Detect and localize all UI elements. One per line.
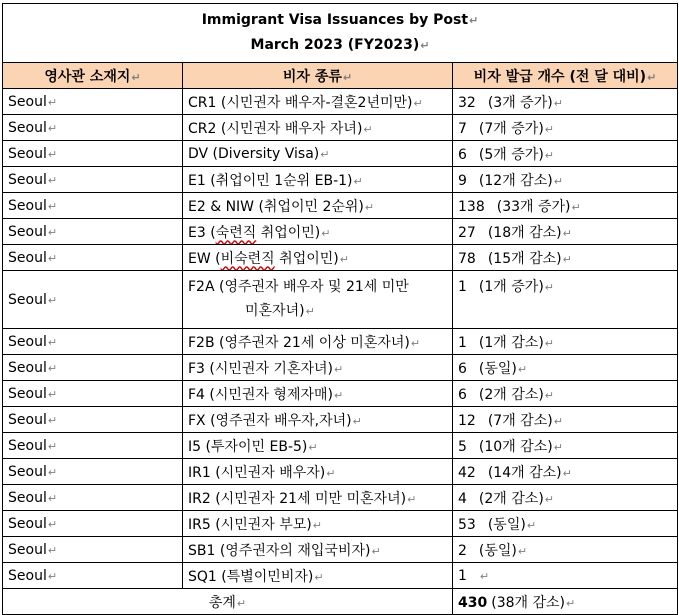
post-text: Seoul [8,145,47,162]
table-row [3,89,678,115]
change-value: (1개 증가) [478,279,544,295]
post-cell [3,141,183,167]
change-value: (동일) [478,542,517,559]
change-value: (15개 감소) [487,250,562,267]
count-value: 7 [458,120,467,137]
post-cell [3,115,183,141]
post-cell [3,381,183,407]
change-value: (33개 증가) [496,198,571,215]
count-value: 53 [458,516,476,533]
paragraph-mark: ↵ [47,95,58,109]
paragraph-mark: ↵ [553,174,563,188]
total-label-cell [3,589,453,615]
count-cell [453,329,678,355]
visa-type-text: E1 (취업이민 1순위 EB-1) [188,172,353,189]
post-cell [3,355,183,381]
paragraph-mark: ↵ [566,596,576,610]
header-row [3,63,678,89]
table-row [3,115,678,141]
paragraph-mark: ↵ [544,122,554,136]
count-cell [453,89,678,115]
table-row [3,459,678,485]
post-cell [3,167,183,193]
visa-type-cell [183,245,453,271]
post-cell [3,245,183,271]
table-row [3,167,678,193]
header-count: 비자 발급 개수 (전 달 대비)↵ [453,63,678,89]
table-row [3,219,678,245]
paragraph-mark: ↵ [479,569,490,583]
paragraph-mark: ↵ [420,39,430,52]
paragraph-mark: ↵ [47,173,58,187]
paragraph-mark: ↵ [321,226,331,240]
paragraph-mark: ↵ [333,362,344,376]
paragraph-mark: ↵ [553,440,563,454]
count-cell [453,115,678,141]
header-post: 영사관 소재지↵ [3,63,183,89]
count-cell [453,219,678,245]
count-value: 2 [458,542,467,559]
header-visa-type: 비자 종류↵ [183,63,453,89]
paragraph-mark: ↵ [562,466,572,480]
table-row [3,329,678,355]
paragraph-mark: ↵ [47,121,58,135]
count-value: 1 [458,279,467,295]
post-cell [3,329,183,355]
post-text: Seoul [8,567,47,584]
total-count: 430 [458,594,488,611]
total-count-cell [453,589,678,615]
count-cell [453,537,678,563]
post-text: Seoul [8,359,47,376]
visa-type-text: F3 (시민권자 기혼자녀) [188,360,333,377]
table-row [3,433,678,459]
paragraph-mark: ↵ [353,174,363,188]
visa-type-cell [183,271,453,329]
paragraph-mark: ↵ [320,147,330,161]
change-value: (3개 증가) [487,94,553,111]
visa-type-text: SB1 (영주권자의 재입국비자) [188,542,371,559]
table-row [3,407,678,433]
post-text: Seoul [8,119,47,136]
post-text: Seoul [8,291,47,308]
post-text: Seoul [8,411,47,428]
count-cell [453,433,678,459]
paragraph-mark: ↵ [47,199,58,213]
post-cell [3,511,183,537]
table-row [3,511,678,537]
visa-type-text: IR2 (시민권자 21세 미만 미혼자녀) [188,490,407,507]
count-cell [453,245,678,271]
count-value: 4 [458,490,467,507]
visa-type-cell [183,329,453,355]
paragraph-mark: ↵ [47,387,58,401]
count-cell [453,485,678,511]
count-value: 27 [458,224,476,241]
paragraph-mark: ↵ [47,465,58,479]
table-row [3,563,678,589]
paragraph-mark: ↵ [47,361,58,375]
paragraph-mark: ↵ [469,14,479,27]
post-cell [3,193,183,219]
visa-type-cell [183,537,453,563]
post-cell [3,563,183,589]
paragraph-mark: ↵ [526,518,537,532]
count-value: 12 [458,412,476,429]
visa-type-text: I5 (투자이민 EB-5) [188,438,308,455]
change-value: (18개 감소) [487,224,562,241]
post-cell [3,219,183,245]
paragraph-mark: ↵ [413,96,423,110]
paragraph-mark: ↵ [312,518,322,532]
count-value: 1 [458,567,467,584]
post-text: Seoul [8,489,47,506]
post-cell [3,271,183,329]
change-value: (2개 감소) [478,386,544,403]
paragraph-mark: ↵ [571,200,581,214]
visa-type-cell [183,89,453,115]
visa-type-text: IR1 (시민권자 배우자) [188,464,326,481]
paragraph-mark: ↵ [47,517,58,531]
post-text: Seoul [8,93,47,110]
paragraph-mark: ↵ [553,414,563,428]
paragraph-mark: ↵ [308,440,318,454]
post-text: Seoul [8,333,47,350]
change-value: (12개 감소) [478,172,553,189]
visa-type-text: E3 (숙련직 취업이민) [188,224,321,241]
post-text: Seoul [8,541,47,558]
table-row [3,193,678,219]
title-row [3,4,678,63]
paragraph-mark: ↵ [410,336,421,350]
count-value: 5 [458,438,467,455]
title-cell [3,4,678,63]
paragraph-mark: ↵ [544,281,554,294]
paragraph-mark: ↵ [517,362,528,376]
count-cell [453,563,678,589]
visa-issuance-table [2,3,678,615]
change-value: (7개 증가) [478,120,544,137]
paragraph-mark: ↵ [371,544,381,558]
table-row [3,537,678,563]
paragraph-mark: ↵ [352,414,362,428]
count-value: 9 [458,172,467,189]
paragraph-mark: ↵ [47,413,58,427]
post-cell [3,485,183,511]
paragraph-mark: ↵ [47,491,58,505]
post-text: Seoul [8,437,47,454]
paragraph-mark: ↵ [562,252,572,266]
visa-type-text: IR5 (시민권자 부모) [188,516,312,533]
visa-type-text: CR1 (시민권자 배우자-결혼2년미만) [188,94,413,111]
visa-type-cell [183,141,453,167]
paragraph-mark: ↵ [47,225,58,239]
post-text: Seoul [8,249,47,266]
visa-type-cell [183,167,453,193]
change-value: (10개 감소) [478,438,553,455]
visa-type-cell [183,355,453,381]
paragraph-mark: ↵ [363,122,373,136]
post-cell [3,89,183,115]
visa-type-text: SQ1 (특별이민비자) [188,568,314,585]
count-cell [453,511,678,537]
change-value: (동일) [487,516,526,533]
paragraph-mark: ↵ [305,305,315,318]
table-row [3,141,678,167]
post-text: Seoul [8,197,47,214]
change-value: (1개 감소) [478,334,544,351]
paragraph-mark: ↵ [544,492,554,506]
visa-type-cell [183,563,453,589]
visa-type-cell [183,219,453,245]
paragraph-mark: ↵ [553,96,563,110]
post-text: Seoul [8,171,47,188]
paragraph-mark: ↵ [517,544,528,558]
visa-type-cell [183,381,453,407]
post-cell [3,537,183,563]
total-label: 총계 [208,594,236,611]
total-row [3,589,678,615]
count-value: 42 [458,464,476,481]
count-value: 138 [458,198,485,215]
paragraph-mark: ↵ [47,569,58,583]
count-cell [453,381,678,407]
count-value: 32 [458,94,476,111]
paragraph-mark: ↵ [314,570,324,584]
count-cell [453,141,678,167]
change-value: (7개 감소) [487,412,553,429]
paragraph-mark: ↵ [47,439,58,453]
paragraph-mark: ↵ [333,388,344,402]
post-text: Seoul [8,223,47,240]
visa-type-text: DV (Diversity Visa) [188,145,320,162]
post-text: Seoul [8,385,47,402]
count-value: 78 [458,250,476,267]
paragraph-mark: ↵ [544,148,554,162]
paragraph-mark: ↵ [47,293,58,307]
paragraph-mark: ↵ [47,251,58,265]
paragraph-mark: ↵ [47,147,58,161]
count-cell [453,407,678,433]
change-value: (2개 감소) [478,490,544,507]
paragraph-mark: ↵ [562,226,572,240]
paragraph-mark: ↵ [47,335,58,349]
visa-type-text: FX (영주권자 배우자,자녀) [188,412,352,429]
table-title: Immigrant Visa Issuances by Post [201,12,469,28]
visa-type-cell [183,485,453,511]
table-row [3,271,678,329]
visa-type-text-cont: 미혼자녀) [245,303,305,319]
visa-type-text: CR2 (시민권자 배우자 자녀) [188,120,363,137]
post-text: Seoul [8,515,47,532]
paragraph-mark: ↵ [47,543,58,557]
visa-type-text: F2A (영주권자 배우자 및 21세 미만 [188,279,409,295]
post-cell [3,459,183,485]
count-value: 6 [458,146,467,163]
count-cell [453,355,678,381]
paragraph-mark: ↵ [364,200,375,214]
paragraph-mark: ↵ [236,596,247,610]
visa-type-cell [183,459,453,485]
visa-type-cell [183,433,453,459]
change-value: (5개 증가) [478,146,544,163]
visa-type-cell [183,115,453,141]
paragraph-mark: ↵ [339,252,349,266]
count-cell [453,167,678,193]
table-row [3,485,678,511]
visa-type-text: F2B (영주권자 21세 이상 미혼자녀) [188,334,410,351]
post-cell [3,407,183,433]
count-cell [453,271,678,329]
visa-type-cell [183,407,453,433]
visa-type-cell [183,193,453,219]
count-cell [453,193,678,219]
post-cell [3,433,183,459]
count-cell [453,459,678,485]
paragraph-mark: ↵ [544,336,554,350]
table-row [3,381,678,407]
post-text: Seoul [8,463,47,480]
visa-type-text: EW (비숙련직 취업이민) [188,250,339,267]
table-subtitle: March 2023 (FY2023) [250,37,420,53]
count-value: 6 [458,386,467,403]
total-change: (38개 감소) [491,594,565,611]
visa-type-cell [183,511,453,537]
visa-type-text: F4 (시민권자 형제자매) [188,386,333,403]
table-row [3,245,678,271]
paragraph-mark: ↵ [544,388,554,402]
visa-type-text: E2 & NIW (취업이민 2순위) [188,198,364,215]
count-value: 1 [458,334,467,351]
change-value: (동일) [478,360,517,377]
table-row [3,355,678,381]
count-value: 6 [458,360,467,377]
paragraph-mark: ↵ [326,466,336,480]
change-value: (14개 감소) [487,464,562,481]
paragraph-mark: ↵ [407,492,417,506]
